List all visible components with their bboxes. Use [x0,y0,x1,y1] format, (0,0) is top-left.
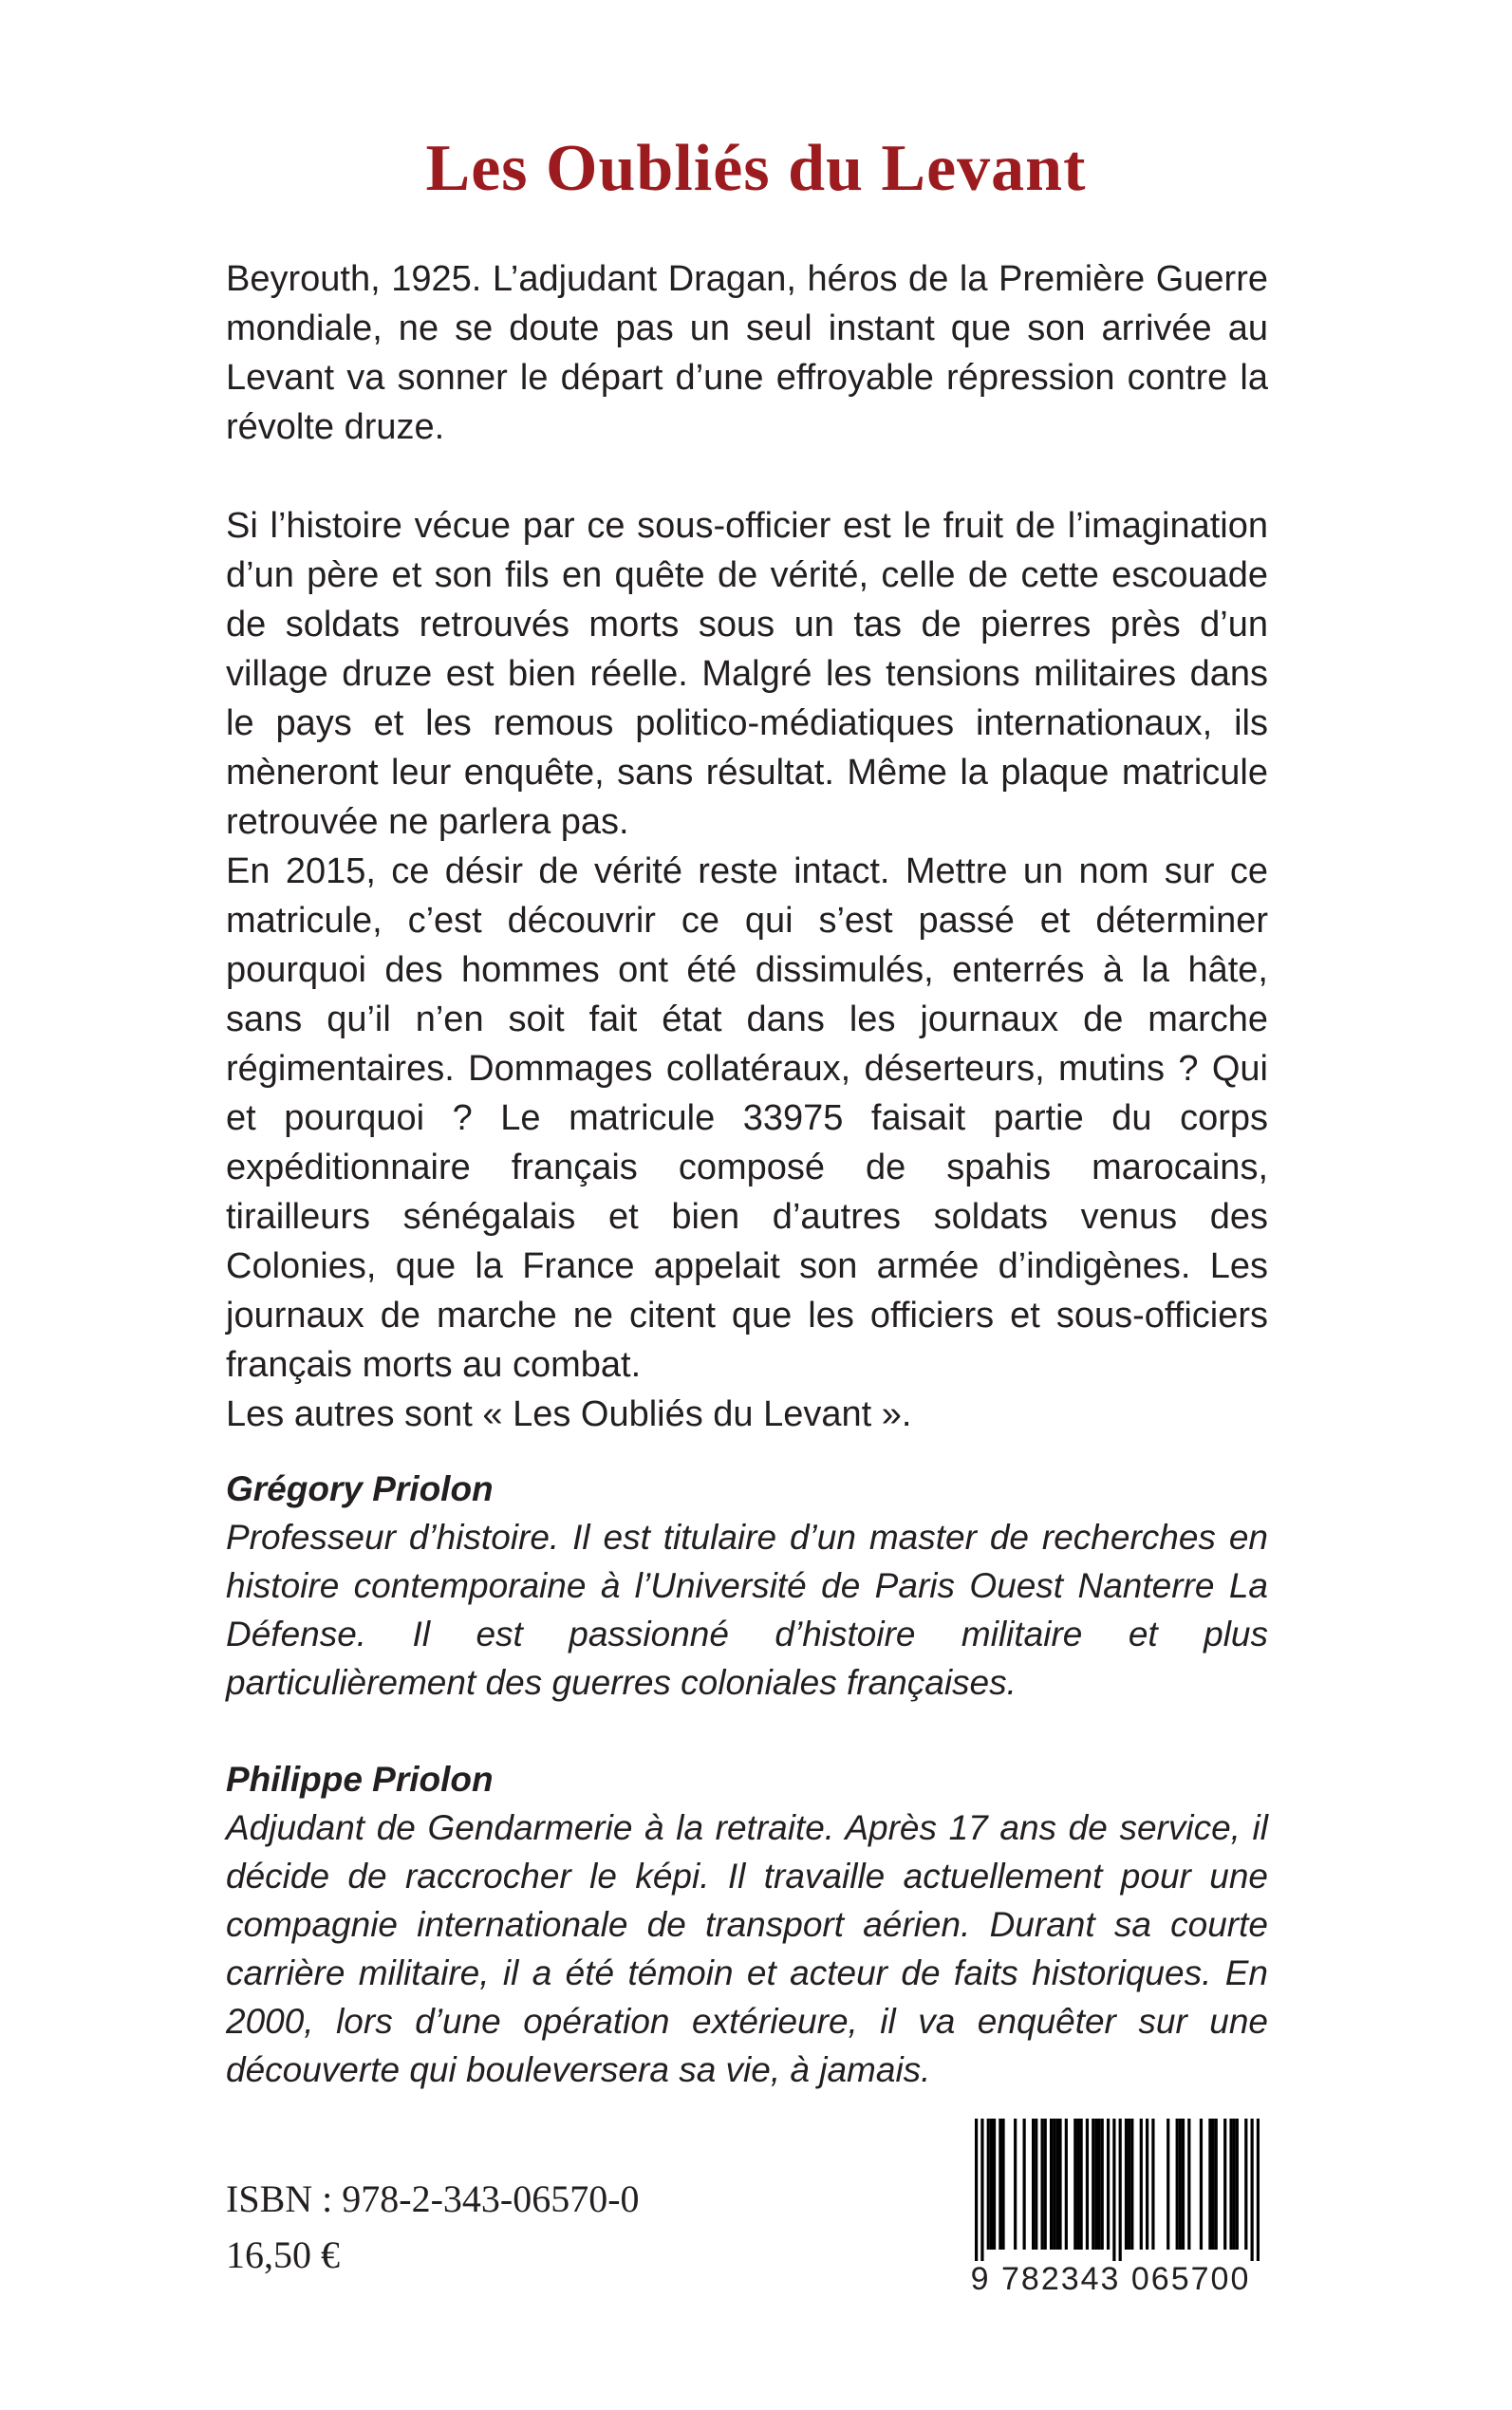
barcode-bar [1140,2119,1143,2250]
barcode-bar [987,2119,990,2250]
author-name: Philippe Priolon [226,1760,494,1799]
barcode-bar [1146,2119,1148,2250]
synopsis [226,254,1268,1439]
barcode-bar [1167,2119,1169,2250]
barcode [954,2119,1267,2299]
barcode-bar [1076,2119,1079,2250]
barcode-bar [1229,2119,1232,2250]
barcode-bars [975,2119,1260,2261]
barcode-bar [1094,2119,1097,2250]
barcode-bar [999,2119,1001,2250]
author-block [226,1465,1268,1707]
barcode-bar [1215,2119,1218,2250]
barcode-bar [1151,2119,1154,2250]
barcode-bar [980,2119,983,2261]
author-bios [226,1465,1268,2142]
barcode-bar [993,2119,996,2250]
barcode-bar [1044,2119,1047,2250]
barcode-bar [1176,2119,1179,2250]
barcode-bar [1053,2119,1055,2250]
author-bio: Professeur d’histoire. Il est titulaire d’un master de recherches en histoire contemporaine à l’Université de Paris Ouest Nanterre La Défense. Il est passionné d’histoire militaire et plus particulièrement des guerres coloniales françaises. [226,1518,1268,1702]
barcode-bar [1119,2119,1122,2261]
barcode-bar [1032,2119,1035,2250]
barcode-bar [1211,2119,1214,2250]
barcode-bar [1097,2119,1100,2250]
barcode-bar [1055,2119,1058,2250]
barcode-bar [1208,2119,1211,2250]
barcode-bar [1107,2119,1110,2250]
barcode-bar [1187,2119,1190,2250]
barcode-bar [1251,2119,1254,2261]
barcode-bar [1236,2119,1239,2250]
barcode-digits: 9 782343 065700 [970,2261,1251,2297]
barcode-bar [1065,2119,1068,2250]
barcode-bar [1023,2119,1026,2250]
barcode-bar [1001,2119,1004,2250]
barcode-bar [1223,2119,1226,2250]
barcode-bar [1040,2119,1043,2250]
barcode-bar [1035,2119,1037,2250]
synopsis-paragraph: En 2015, ce désir de vérité reste intact. Mettre un nom sur ce matricule, c’est découvrir ce qui s’est passé et déterminer pourquoi des hommes ont été dissimulés, enterrés à la hâte, sans qu’il n’en soit fait état dans les journaux de marche régimentaires. Dommages collatéraux, déserteurs, mutins ? Qui et pourquoi ? Le matricule 33975 faisait partie du corps expéditionnaire français composé de spahis marocains, tirailleurs sénégalais et bien d’autres soldats venus des Colonies, que la France appelait son armée d’indigènes. Les journaux de marche ne citent que les officiers et sous-officiers français morts au combat. [226,851,1268,1385]
barcode-bar [1101,2119,1104,2250]
synopsis-paragraph: Les autres sont « Les Oubliés du Levant ». [226,1394,912,1434]
barcode-bar [1179,2119,1182,2250]
barcode-bar [1233,2119,1236,2250]
barcode-bar [1128,2119,1130,2250]
barcode-bar [1073,2119,1076,2250]
synopsis-paragraph: Si l’histoire vécue par ce sous-officier est le fruit de l’imagination d’un père et son fils en quête de vérité, celle de cette escouade de soldats retrouvés morts sous un tas de pierres près d’un village druze est bien réelle. Malgré les tensions militaires dans le pays et les remous politico-médiatiques internationaux, ils mèneront leur enquête, sans résultat. Même la plaque matricule retrouvée ne parlera pas. [226,506,1268,842]
author-bio: Adjudant de Gendarmerie à la retraite. Après 17 ans de service, il décide de raccrocher le képi. Il travaille actuellement pour une compagnie internationale de transport aérien. Durant sa courte carrière militaire, il a été témoin et acteur de faits historiques. En 2000, lors d’une opération extérieure, il va enquêter sur une découverte qui bouleversera sa vie, à jamais. [226,1808,1268,2089]
barcode-bar [1080,2119,1083,2250]
barcode-bar [1182,2119,1185,2250]
price: 16,50 € [226,2233,340,2276]
barcode-bar [1092,2119,1094,2250]
barcode-bar [1200,2119,1203,2250]
synopsis-paragraph: Beyrouth, 1925. L’adjudant Dragan, héros de la Première Guerre mondiale, ne se doute pas un seul instant que son arrivée au Levant va sonner le départ d’une effroyable répression contre la révolte druze. [226,259,1268,447]
barcode-bar [1112,2119,1115,2261]
barcode-bar [1130,2119,1133,2250]
author-block [226,1755,1268,2094]
barcode-bar [1086,2119,1089,2250]
barcode-bar [975,2119,978,2261]
barcode-bar [1050,2119,1053,2250]
barcode-bar [1125,2119,1128,2250]
barcode-bar [1058,2119,1061,2250]
barcode-bar [990,2119,993,2250]
book-title: Les Oubliés du Levant [425,132,1087,205]
barcode-bar [1014,2119,1017,2250]
author-name: Grégory Priolon [226,1469,494,1508]
isbn: ISBN : 978-2-343-06570-0 [226,2177,640,2220]
barcode-bar [1244,2119,1247,2250]
barcode-bar [1257,2119,1260,2261]
